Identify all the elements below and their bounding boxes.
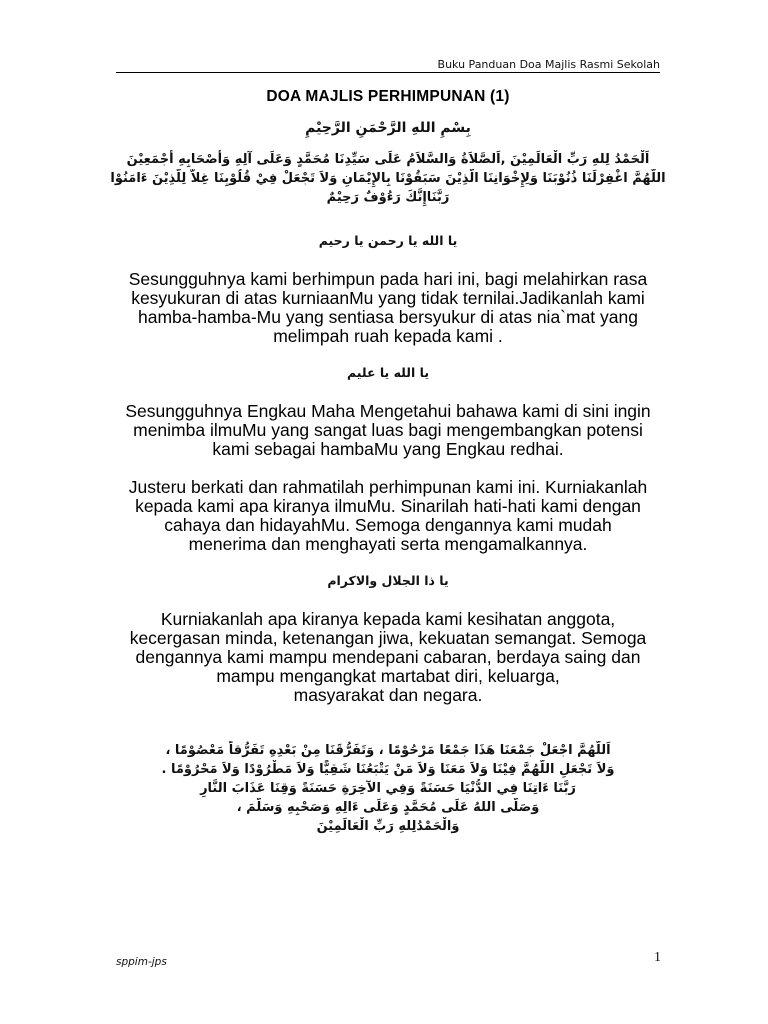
document-page <box>110 88 666 836</box>
paragraph-line: Sesungguhnya kami berhimpun pada hari ini, bagi melahirkan rasa <box>128 269 648 289</box>
paragraph-line: melimpah ruah kepada kami . <box>273 326 503 346</box>
paragraph-line: kami sebagai hambaMu yang Engkau redhai. <box>212 439 564 459</box>
opening-prayer <box>110 150 666 207</box>
page-number: 1 <box>654 950 661 965</box>
paragraph-line: dengannya kami mampu mendepani cabaran, berdaya saing dan <box>135 647 641 667</box>
closing-prayer-line: رَبَّنَا ءَاتِنَا فِي الدُّنْيَا حَسَنَةً وَفِي الآخِرَةِ حَسَنَةً وَقِنَا عَذَابَ النَّارِ <box>200 781 576 796</box>
paragraph-line: cahaya dan hidayahMu. Semoga dengannya kami mudah <box>164 515 612 535</box>
opening-prayer-line: اللَّهُمَّ اغْفِرْلَنَا ذُنُوْبَنَا وَلِإِخْوَانِنَا الَّذِيْنَ سَبَقُوْنَا بِالإِيْمَانِ وَلاَ تَجْعَلْ فِيْ قُلُوْبِنَا غِلاًّ لِلَّذِيْنَ ءَامَنُوْا <box>110 171 666 186</box>
running-header: Buku Panduan Doa Majlis Rasmi Sekolah <box>437 58 660 71</box>
paragraph-line: hamba-hamba-Mu yang sentiasa bersyukur di atas nia`mat yang <box>138 307 638 327</box>
paragraph-line: menerima dan menghayati serta mengamalkannya. <box>188 534 588 554</box>
closing-prayer-line: وَالْحَمْدُلِلهِ رَبِّ الْعَالَمِيْنَ <box>316 819 460 834</box>
paragraph-line: Justeru berkati dan rahmatilah perhimpunan kami ini. Kurniakanlah <box>128 477 648 497</box>
paragraph-2 <box>110 402 666 459</box>
paragraph-4 <box>110 610 666 705</box>
paragraph-line: kecergasan minda, ketenangan jiwa, kekuatan semangat. Semoga <box>129 628 647 648</box>
closing-prayer <box>110 741 666 836</box>
opening-prayer-line: رَبَّنَاإِنَّكَ رَءُوْفٌ رَحِيْمٌ <box>326 190 450 205</box>
invocation-2: يا الله يا عليم <box>346 365 430 380</box>
paragraph-1 <box>110 270 666 346</box>
paragraph-line: menimba ilmuMu yang sangat luas bagi mengembangkan potensi <box>133 420 643 440</box>
header-divider <box>116 72 660 73</box>
closing-prayer-line: اَللَّهُمَّ اجْعَلْ جَمْعَنَا هَذَا جَمْعًا مَرْحُوْمًا ، وَتَفَرُّقَنَا مِنْ بَعْدِهِ تَفَرُّقاً مَعْصُوْمًا ، <box>165 743 611 758</box>
invocation-1: يا الله يا رحمن يا رحيم <box>318 233 458 248</box>
bismillah: بِسْمِ اللهِ الرَّحْمَنِ الرَّحِيْمِ <box>305 120 471 136</box>
paragraph-line: Sesungguhnya Engkau Maha Mengetahui bahawa kami di sini ingin <box>125 401 651 421</box>
document-title: DOA MAJLIS PERHIMPUNAN (1) <box>266 88 510 105</box>
paragraph-line: Kurniakanlah apa kiranya kepada kami kesihatan anggota, <box>160 609 616 629</box>
paragraph-line: masyarakat dan negara. <box>293 685 483 705</box>
closing-prayer-line: وَلاَ تَجْعَلِ اللَّهُمَّ فِيْنَا وَلاَ مَعَنَا وَلاَ مَنْ يَتْبَعُنَا شَقِيًّا وَلاَ مَطْرُوْدًا وَلاَ مَحْرُوْمًا . <box>161 762 615 777</box>
paragraph-line: kepada kami apa kiranya ilmuMu. Sinarilah hati-hati kami dengan <box>135 496 641 516</box>
paragraph-line: mampu mengangkat martabat diri, keluarga, <box>216 666 560 686</box>
invocation-3: يا ذا الجلال والاكرام <box>327 573 449 588</box>
paragraph-3 <box>110 478 666 554</box>
paragraph-line: kesyukuran di atas kurniaanMu yang tidak ternilai.Jadikanlah kami <box>131 288 645 308</box>
opening-prayer-line: اَلْحَمْدُ لِلهِ رَبِّ الْعَالَمِيْنَ ,اَلصَّلاَةُ وَالسَّلاَمُ عَلَى سَيِّدِنَا مُحَمَّدٍ وَعَلَى آلِهِ وَأَصْحَابِهِ أَجْمَعِيْنَ <box>126 152 650 167</box>
footer-source: sppim-jps <box>116 956 167 968</box>
closing-prayer-line: وَصَلَّى اللهُ عَلَى مُحَمَّدٍ وَعَلَى ءَالِهِ وَصَحْبِهِ وَسَلَّمَ ، <box>236 800 540 815</box>
